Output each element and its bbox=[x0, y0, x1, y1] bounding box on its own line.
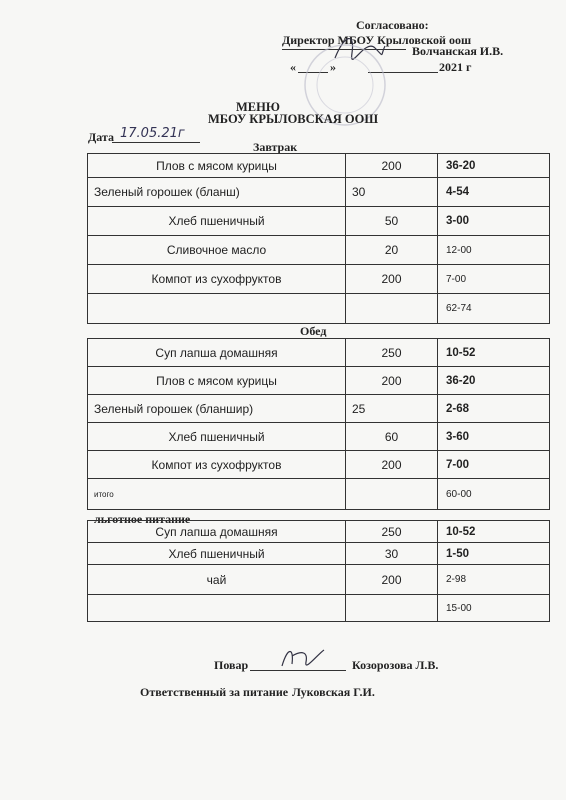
table-row bbox=[88, 423, 549, 451]
approved-label: Согласовано: bbox=[356, 18, 429, 32]
director-name: Волчанская И.В. bbox=[412, 44, 504, 58]
dish-amount bbox=[346, 294, 438, 323]
table-row bbox=[88, 236, 549, 265]
table-row bbox=[88, 521, 549, 543]
table-row bbox=[88, 565, 549, 595]
table-row bbox=[88, 154, 549, 178]
director-title: Директор МБОУ Крыловской оош bbox=[282, 33, 472, 47]
date-value: 17.05.21г bbox=[120, 126, 185, 141]
table-row bbox=[88, 265, 549, 294]
breakfast-table bbox=[87, 153, 550, 324]
dish-price: 7-00 bbox=[446, 458, 470, 471]
lunch-table bbox=[87, 338, 550, 510]
dish-amount: 200 bbox=[346, 367, 438, 394]
table-row bbox=[88, 451, 549, 479]
table-row bbox=[88, 543, 549, 565]
dish-amount: 30 bbox=[346, 543, 438, 564]
date-quote-open: « bbox=[290, 60, 296, 74]
total-label: итого bbox=[88, 479, 346, 509]
dish-price: 12-00 bbox=[446, 244, 472, 256]
table-row bbox=[88, 178, 549, 207]
table-row bbox=[88, 395, 549, 423]
dish-name: Зеленый горошек (бланшир) bbox=[88, 395, 346, 422]
responsible-name: Луковская Г.И. bbox=[292, 685, 375, 699]
cook-label: Повар bbox=[214, 658, 249, 672]
dish-price: 1-50 bbox=[446, 547, 470, 560]
dish-amount bbox=[346, 595, 438, 621]
dish-name: чай bbox=[88, 565, 346, 594]
dish-amount: 30 bbox=[346, 178, 438, 206]
date-label: Дата bbox=[88, 130, 114, 144]
benefit-title: льготное питание bbox=[94, 512, 191, 526]
dish-amount: 200 bbox=[346, 451, 438, 478]
approval-year: 2021 г bbox=[439, 60, 472, 74]
cook-name: Козорозова Л.В. bbox=[352, 658, 439, 672]
dish-name: Хлеб пшеничный bbox=[88, 423, 346, 450]
total-price: 60-00 bbox=[446, 488, 472, 500]
lunch-title: Обед bbox=[300, 324, 327, 338]
total-price: 62-74 bbox=[446, 303, 472, 314]
date-line bbox=[112, 142, 200, 143]
cook-signature bbox=[278, 644, 328, 674]
total-price: 15-00 bbox=[446, 602, 472, 614]
dish-price: 4-54 bbox=[446, 186, 470, 198]
dish-amount: 200 bbox=[346, 565, 438, 594]
dish-name: Плов с мясом курицы bbox=[88, 154, 346, 177]
dish-amount: 25 bbox=[346, 395, 438, 422]
dish-name: Хлеб пшеничный bbox=[88, 543, 346, 564]
table-row-total bbox=[88, 595, 549, 621]
dish-name: Хлеб пшеничный bbox=[88, 207, 346, 235]
breakfast-title: Завтрак bbox=[253, 140, 298, 154]
dish-price: 3-00 bbox=[446, 215, 470, 227]
dish-price: 10-52 bbox=[446, 346, 476, 359]
dish-amount: 50 bbox=[346, 207, 438, 235]
table-row-total bbox=[88, 479, 549, 509]
dish-price: 3-60 bbox=[446, 430, 470, 443]
dish-price: 2-68 bbox=[446, 402, 470, 415]
dish-name: Суп лапша домашняя bbox=[88, 339, 346, 366]
dish-name: Компот из сухофруктов bbox=[88, 265, 346, 293]
dish-name bbox=[88, 595, 346, 621]
benefit-table bbox=[87, 520, 550, 622]
dish-price: 10-52 bbox=[446, 525, 476, 538]
table-row bbox=[88, 339, 549, 367]
table-row bbox=[88, 367, 549, 395]
table-row-total bbox=[88, 294, 549, 323]
dish-name: Компот из сухофруктов bbox=[88, 451, 346, 478]
dish-amount: 20 bbox=[346, 236, 438, 264]
dish-amount: 200 bbox=[346, 154, 438, 177]
dish-name: Зеленый горошек (бланш) bbox=[88, 178, 346, 206]
dish-price: 36-20 bbox=[446, 159, 476, 172]
dish-price: 36-20 bbox=[446, 374, 476, 387]
school-title: МБОУ КРЫЛОВСКАЯ ООШ bbox=[208, 112, 379, 126]
table-row bbox=[88, 207, 549, 236]
dish-amount: 200 bbox=[346, 265, 438, 293]
dish-price: 2-98 bbox=[446, 574, 467, 585]
dish-price: 7-00 bbox=[446, 273, 467, 285]
responsible-label: Ответственный за питание bbox=[140, 685, 289, 699]
dish-name: Плов с мясом курицы bbox=[88, 367, 346, 394]
menu-title: МЕНЮ bbox=[236, 100, 280, 114]
dish-name: Сливочное масло bbox=[88, 236, 346, 264]
date-quote-close: » bbox=[330, 60, 336, 74]
dish-amount bbox=[346, 479, 438, 509]
dish-amount: 60 bbox=[346, 423, 438, 450]
dish-name bbox=[88, 294, 346, 323]
dish-amount: 250 bbox=[346, 521, 438, 542]
dish-name: Суп лапша домашняя bbox=[88, 521, 346, 542]
dish-amount: 250 bbox=[346, 339, 438, 366]
